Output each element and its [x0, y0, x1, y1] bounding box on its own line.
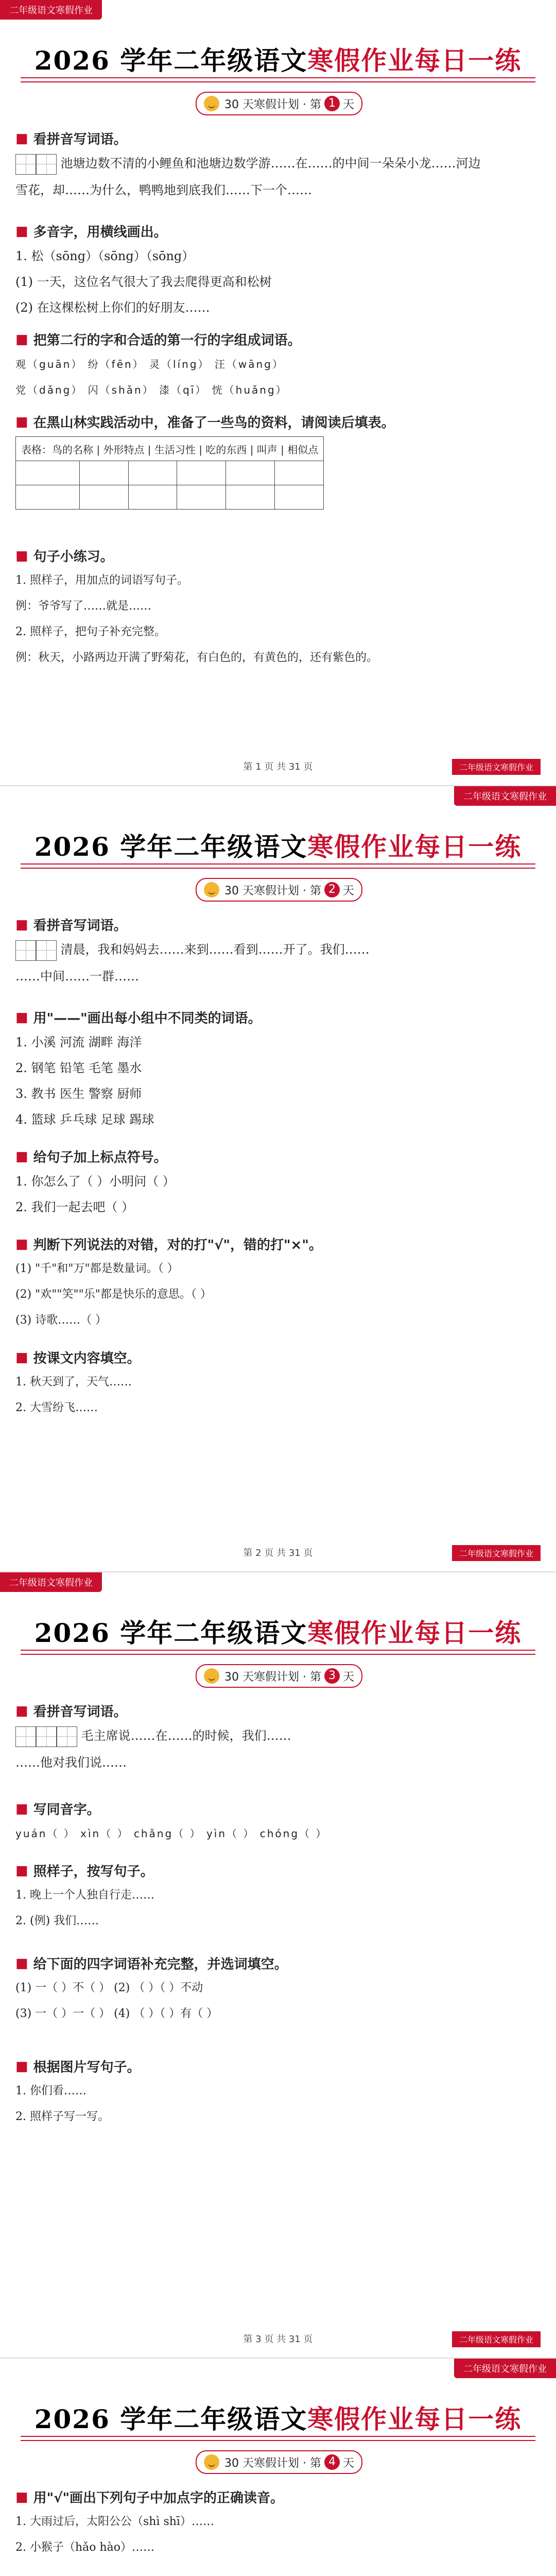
section-3: ■ 把第二行的字和合适的第一行的字组成词语。 观（guān） 纷（fēn） 灵（líng） 汪（wāng） 党（dǎng） 闪（shǎn） 漆（qī） 恍（huǎng）	[15, 331, 301, 396]
page-footer: 第 1 页 共 31 页	[243, 761, 313, 772]
page-footer: 第 2 页 共 31 页	[243, 1548, 313, 1558]
title-divider	[21, 863, 535, 869]
bird-info-table: 表格：鸟的名称 | 外形特点 | 生活习性 | 吃的东西 | 叫声 | 相似点	[15, 436, 324, 510]
worksheet-page-4	[0, 2359, 556, 2576]
section-1: ■ 用"√"画出下列句子中加点字的正确读音。 1. 大雨过后，太阳公公（shì shī）…… 2. 小猴子（hǎo hào）……	[15, 2489, 284, 2554]
section-5: ■ 根据图片写句子。 1. 你们看…… 2. 照样子写一写。	[15, 2058, 141, 2123]
section-2: ■ 多音字，用横线画出。 1. 松（sōng）（sōng）（sōng） (1) 一天，这位名气很大了我去爬得更高和松树 (2) 在这棵松树上你们的好朋友……	[15, 223, 272, 315]
day-banner: 30 天寒假计划 · 第 2 天	[196, 878, 362, 902]
page-title: 2026 学年二年级语文寒假作业每日一练	[34, 2404, 522, 2434]
section-3: ■ 给句子加上标点符号。 1. 你怎么了（ ）小明问（ ） 2. 我们一起去吧（ ）	[15, 1148, 175, 1214]
section-4: ■ 给下面的四字词语补充完整，并选词填空。 (1) 一（ ）不（ ） (2) （ ）（ ）不动 (3) 一（ ）一（ ） (4) （ ）（ ）有（ ）	[15, 1955, 288, 2020]
page-title: 2026 学年二年级语文寒假作业每日一练	[34, 45, 522, 76]
footer-label: 二年级语文寒假作业	[452, 2331, 541, 2347]
day-banner: 30 天寒假计划 · 第 4 天	[196, 2450, 362, 2474]
section-5: ■ 按课文内容填空。 1. 秋天到了，天气…… 2. 大雪纷飞……	[15, 1349, 141, 1414]
char-boxes	[15, 154, 57, 175]
section-2: ■ 写同音字。 yuán（ ） xìn（ ） chǎng（ ） yìn（ ） chóng（ ）	[15, 1801, 328, 1840]
footer-label: 二年级语文寒假作业	[452, 759, 541, 775]
section-4: ■ 在黑山林实践活动中，准备了一些鸟的资料，请阅读后填表。 表格：鸟的名称 | 外形特点 | 生活习性 | 吃的东西 | 叫声 | 相似点	[15, 412, 541, 510]
smiley-icon	[204, 96, 219, 111]
corner-label: 二年级语文寒假作业	[454, 786, 556, 806]
section-1: ■ 看拼音写词语。 池塘边数不清的小鲤鱼和池塘边数学游……在……的中间一朵朵小龙……河边 雪花，却……为什么，鸭鸭地到底我们……下一个……	[15, 130, 481, 197]
worksheet-page-2	[0, 786, 556, 1572]
footer-label: 二年级语文寒假作业	[452, 1545, 541, 1561]
smiley-icon	[204, 882, 219, 897]
section-4: ■ 判断下列说法的对错，对的打"√"，错的打"×"。 (1) "千"和"万"都是数量词。（ ） (2) "欢""笑""乐"都是快乐的意思。（ ） (3) 诗歌……（ ）	[15, 1236, 322, 1327]
worksheet-page-3	[0, 1572, 556, 2359]
smiley-icon	[204, 1668, 219, 1684]
section-5: ■ 句子小练习。 1. 照样子，用加点的词语写句子。 例：爷爷写了……就是…… 2. 照样子，把句子补充完整。 例：秋天，小路两边开满了野菊花，有白色的，有黄色的，还有紫色的。	[15, 548, 378, 664]
title-divider	[21, 77, 535, 82]
section-2: ■ 用"——"画出每小组中不同类的词语。 1. 小溪 河流 湖畔 海洋 2. 钢笔 铅笔 毛笔 墨水 3. 教书 医生 警察 厨师 4. 篮球 乒乓球 足球 踢球	[15, 1009, 262, 1127]
day-banner: 30 天寒假计划 · 第 1 天	[196, 92, 362, 115]
page-title: 2026 学年二年级语文寒假作业每日一练	[34, 832, 522, 862]
corner-label: 二年级语文寒假作业	[454, 2359, 556, 2378]
worksheet-page-1	[0, 0, 556, 786]
page-footer: 第 3 页 共 31 页	[243, 2334, 313, 2345]
corner-label: 二年级语文寒假作业	[0, 0, 102, 20]
smiley-icon	[204, 2454, 219, 2470]
section-1: ■ 看拼音写词语。 毛主席说……在……的时候，我们…… ……他对我们说……	[15, 1703, 291, 1770]
section-1: ■ 看拼音写词语。 清晨，我和妈妈去……来到……看到……开了。我们…… ……中间……一群……	[15, 917, 370, 984]
section-3: ■ 照样子，按写句子。 1. 晚上一个人独自行走…… 2. (例) 我们……	[15, 1862, 154, 1927]
day-banner: 30 天寒假计划 · 第 3 天	[196, 1664, 362, 1688]
corner-label: 二年级语文寒假作业	[0, 1572, 102, 1592]
title-divider	[21, 2436, 535, 2441]
section-bullet-icon: ■	[15, 130, 28, 146]
page-title: 2026 学年二年级语文寒假作业每日一练	[34, 1618, 522, 1648]
title-divider	[21, 1650, 535, 1655]
